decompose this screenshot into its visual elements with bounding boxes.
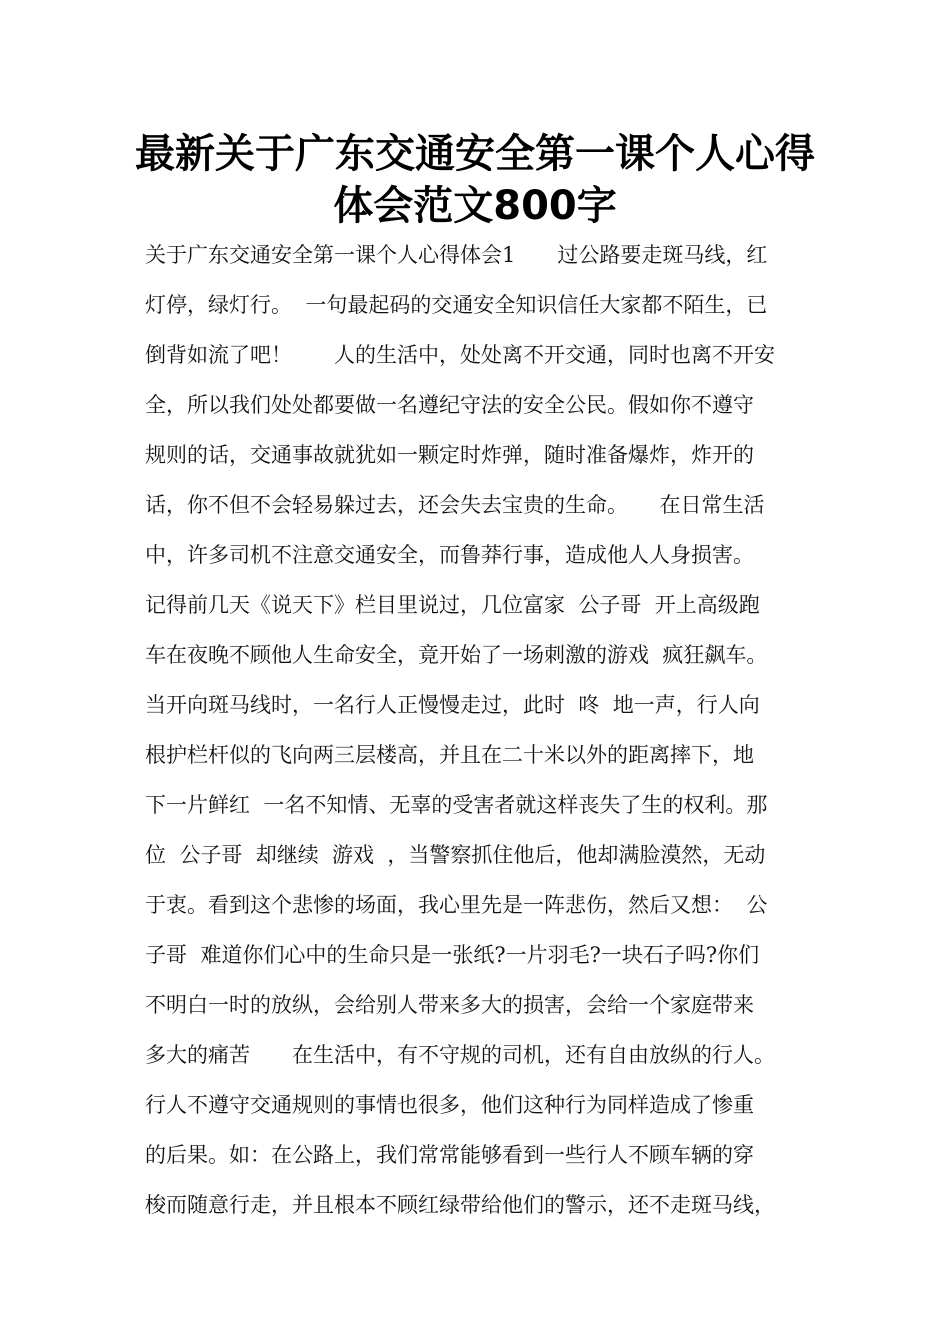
body-line: 下一片鲜红 一名不知情、无辜的受害者就这样丧失了生的权利。那 [145,793,768,817]
body-line: 的后果。如：在公路上，我们常常能够看到一些行人不顾车辆的穿 [145,1143,754,1167]
body-line: 梭而随意行走，并且根本不顾红绿带给他们的警示，还不走斑马线， [145,1193,775,1217]
body-line: 倒背如流了吧！ 人的生活中，处处离不开交通，同时也离不开安 [145,343,775,367]
body-line: 根护栏杆似的飞向两三层楼高，并且在二十米以外的距离摔下，地 [145,743,754,767]
body-line: 多大的痛苦 在生活中，有不守规的司机，还有自由放纵的行人。 [145,1043,775,1067]
body-line: 于衷。看到这个悲惨的场面，我心里先是一阵悲伤，然后又想： 公 [145,893,768,917]
body-line: 行人不遵守交通规则的事情也很多，他们这种行为同样造成了惨重 [145,1093,754,1117]
document-title [100,128,850,232]
body-line: 关于广东交通安全第一课个人心得体会1 过公路要走斑马线，红 [145,243,768,267]
body-line: 灯停，绿灯行。 一句最起码的交通安全知识信任大家都不陌生，已 [145,293,768,317]
body-line: 不明白一时的放纵，会给别人带来多大的损害，会给一个家庭带来 [145,993,754,1017]
body-line: 位 公子哥 却继续 游戏 ，当警察抓住他后，他却满脸漠然，无动 [145,843,766,867]
body-line: 记得前几天《说天下》栏目里说过，几位富家 公子哥 开上高级跑 [145,593,760,617]
body-line: 车在夜晚不顾他人生命安全，竟开始了一场刺激的游戏 疯狂飙车。 [145,643,768,667]
body-line: 当开向斑马线时，一名行人正慢慢走过，此时 咚 地一声，行人向 [145,693,760,717]
body-line: 中，许多司机不注意交通安全，而鲁莽行事，造成他人人身损害。 [145,543,754,567]
title-line-1: 最新关于广东交通安全第一课个人心得 [135,131,815,177]
document-body [145,230,835,1230]
body-line: 子哥 难道你们心中的生命只是一张纸?一片羽毛?一块石子吗?你们 [145,943,760,967]
body-line: 规则的话，交通事故就犹如一颗定时炸弹，随时准备爆炸，炸开的 [145,443,754,467]
title-line-2: 体会范文800字 [333,183,617,229]
body-line: 全，所以我们处处都要做一名遵纪守法的安全公民。假如你不遵守 [145,393,754,417]
body-line: 话，你不但不会轻易躲过去，还会失去宝贵的生命。 在日常生活 [145,493,765,517]
